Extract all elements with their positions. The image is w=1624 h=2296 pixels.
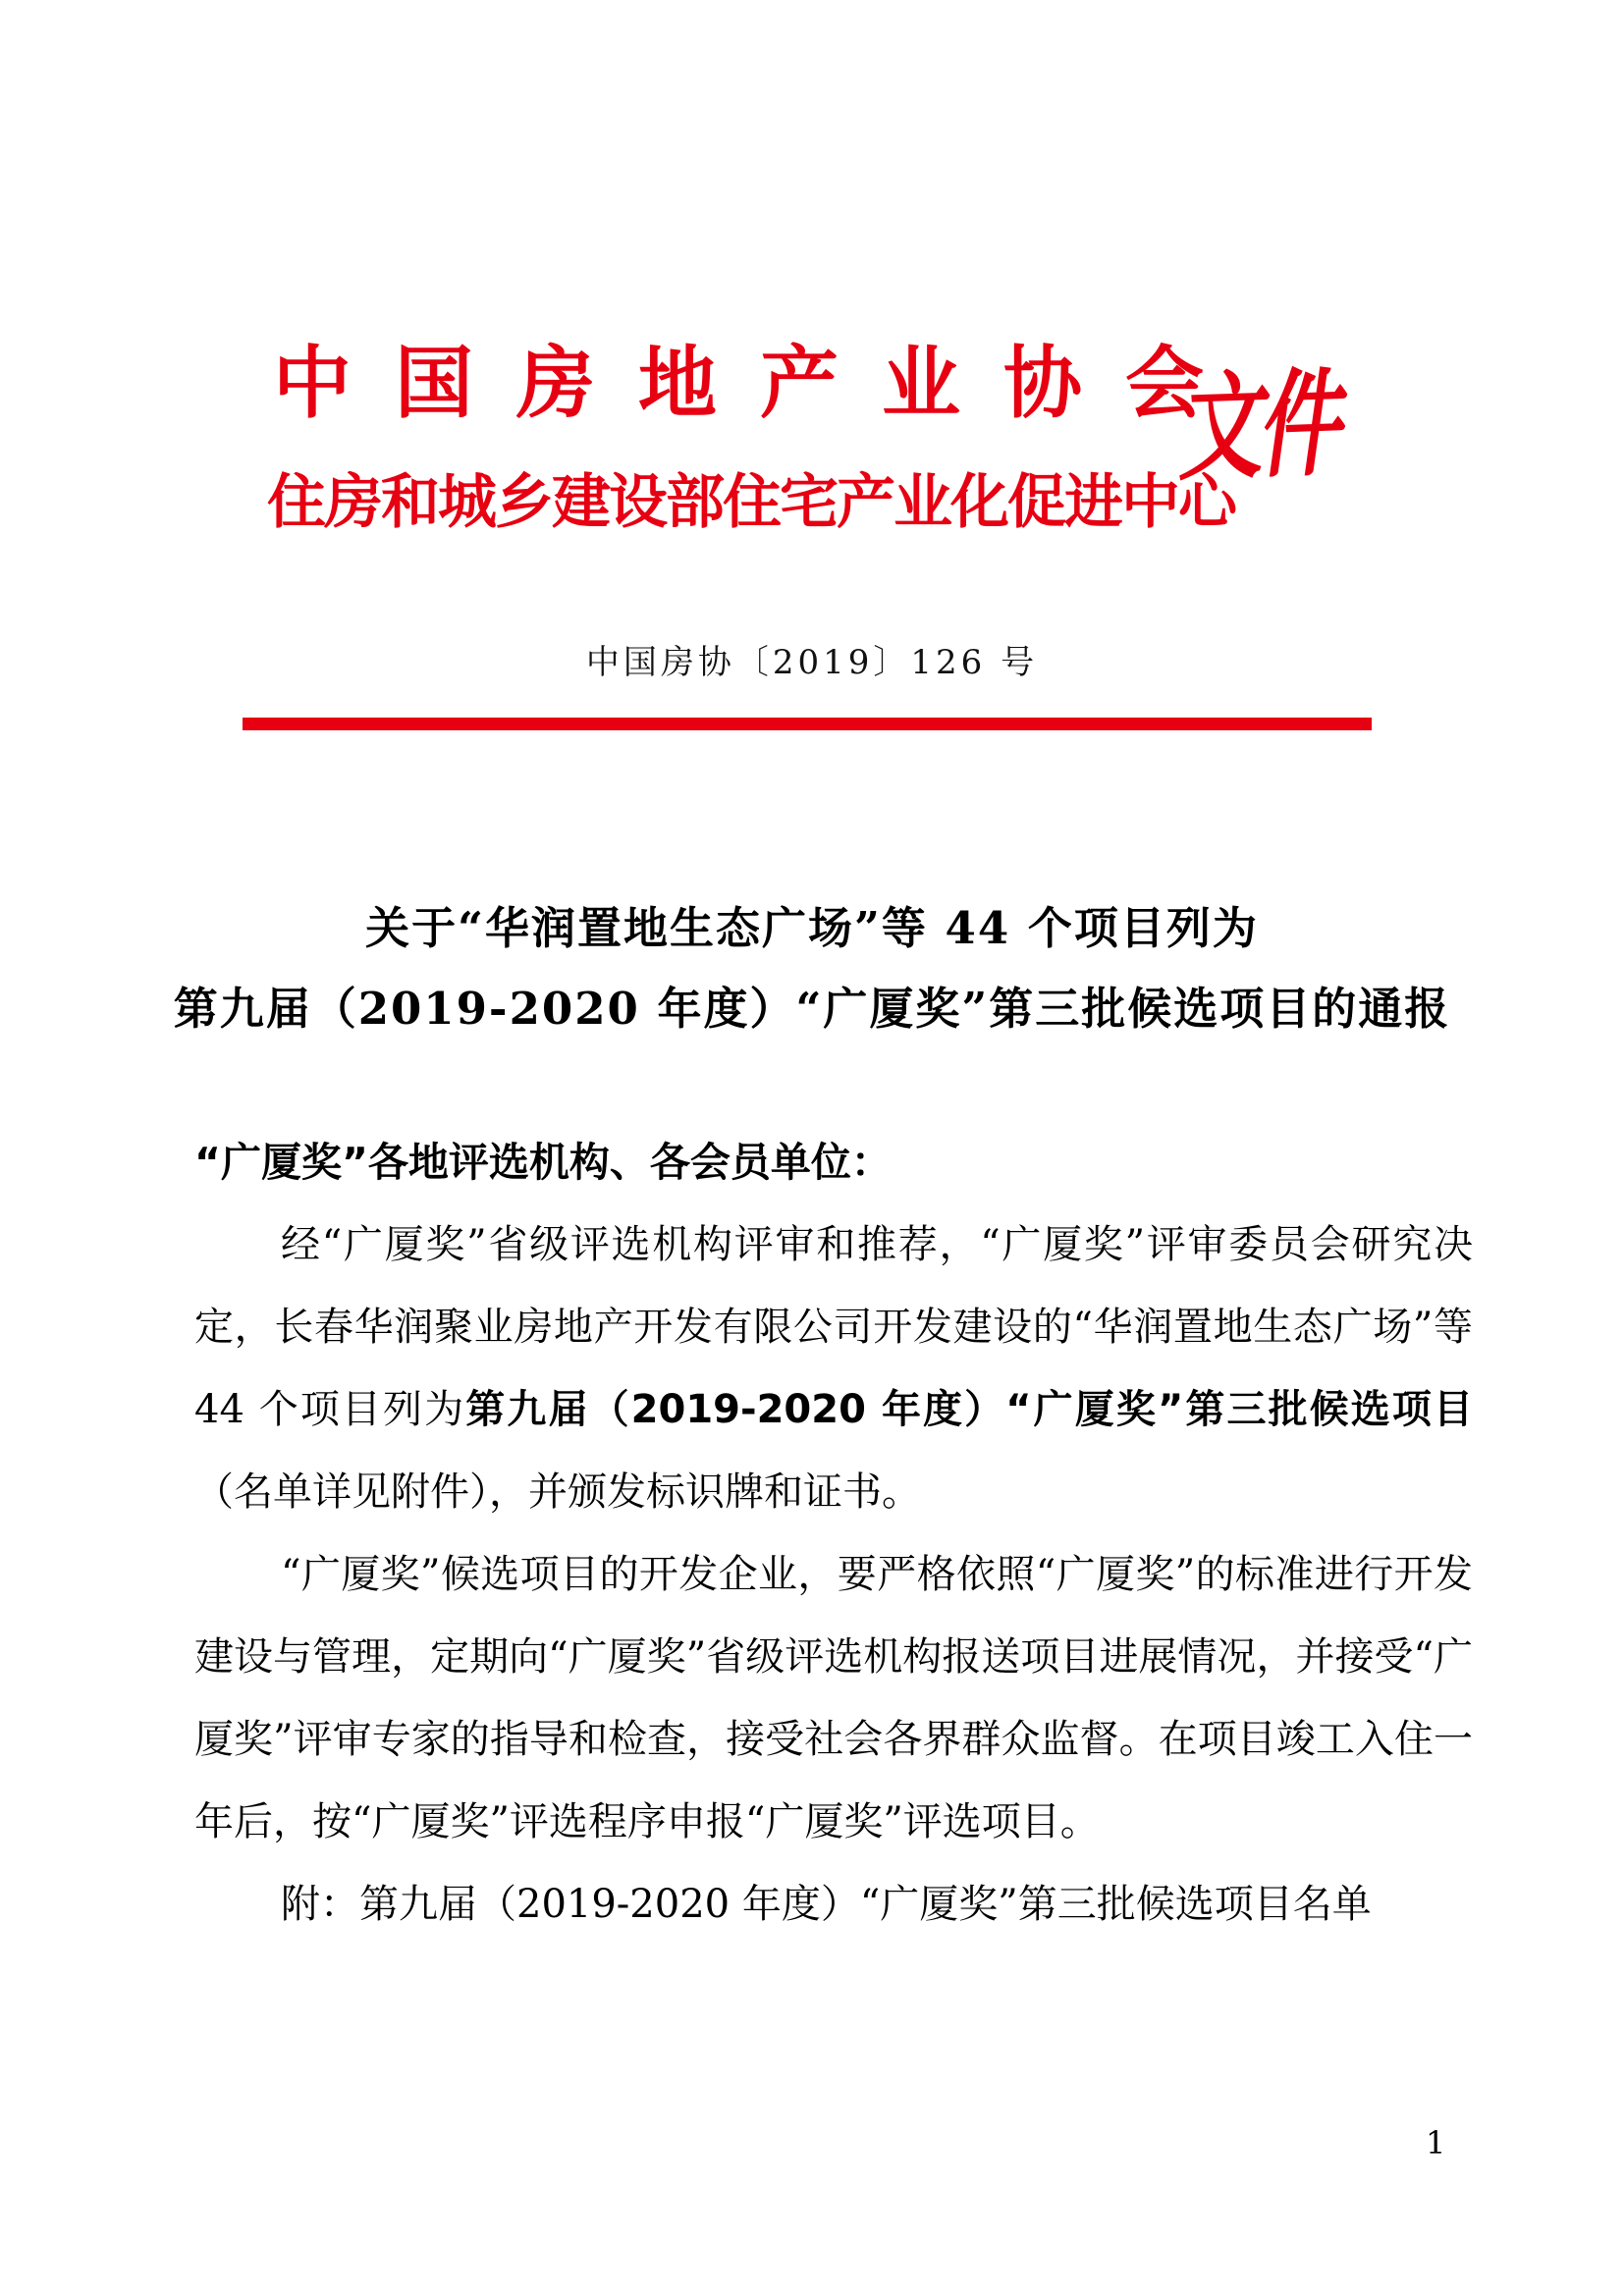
org-name-primary: 中国房地产业协会 xyxy=(273,337,1247,429)
paragraph-1-tail: （名单详见附件），并颁发标识牌和证书。 xyxy=(194,1469,921,1515)
red-divider-line xyxy=(243,718,1372,730)
paragraph-1 xyxy=(194,1203,1473,1533)
attachment-note: 附：第九届（2019-2020 年度）“广厦奖”第三批候选项目名单 xyxy=(281,1882,1372,1927)
doc-number: 中国房协〔2019〕126 号 xyxy=(585,643,1039,682)
paragraph-1-lead: 经“广厦奖”省级评选机构评审和推荐，“广厦奖”评审委员会研究决定，长春华润聚业房地产开发有限公司开发建设的“华润置地生态广场”等 44 个项目列为 xyxy=(194,1222,1473,1432)
doc-title xyxy=(0,888,1624,1049)
doc-title-line-1: 关于“华润置地生态广场”等 44 个项目列为 xyxy=(365,902,1259,954)
doc-title-line-2: 第九届（2019-2020 年度）“广厦奖”第三批候选项目的通报 xyxy=(173,983,1451,1035)
salutation: “广厦奖”各地评选机构、各会员单位： xyxy=(194,1139,892,1186)
org-name-secondary: 住房和城乡建设部住宅产业化促进中心 xyxy=(267,468,1235,537)
doc-body xyxy=(194,1121,1473,1946)
paragraph-1-bold-award-name: 第九届（2019-2020 年度）“广厦奖”第三批候选项目 xyxy=(465,1387,1473,1432)
doc-type-mark: 文件 xyxy=(1174,353,1353,498)
page-number: 1 xyxy=(1426,2124,1446,2162)
paragraph-2: “广厦奖”候选项目的开发企业，要严格依照“广厦奖”的标准进行开发建设与管理，定期向“广厦奖”省级评选机构报送项目进展情况，并接受“广厦奖”评审专家的指导和检查，接受社会各界群众监督。在项目竣工入住一年后，按“广厦奖”评选程序申报“广厦奖”评选项目。 xyxy=(194,1552,1473,1844)
